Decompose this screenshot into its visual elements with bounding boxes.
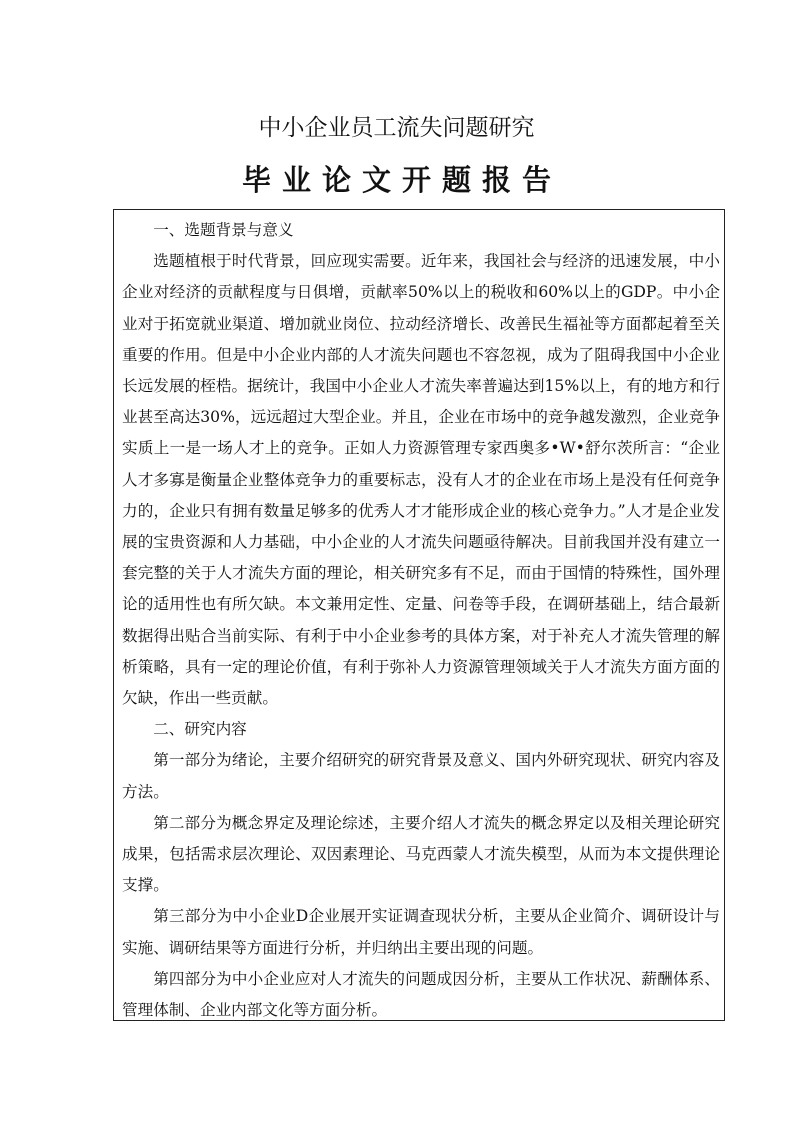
- content-paragraph-part2: 第二部分为概念界定及理论综述，主要介绍人才流失的概念界定以及相关理论研究成果，包括需求层次理论、双因素理论、马克西蒙人才流失模型，从而为本文提供理论支撑。: [122, 813, 720, 895]
- report-body: [122, 215, 720, 1021]
- report-title: 毕业论文开题报告: [241, 163, 562, 197]
- content-paragraph-part1: 第一部分为绪论，主要介绍研究的研究背景及意义、国内外研究现状、研究内容及方法。: [122, 751, 720, 801]
- thesis-subtitle: 中小企业员工流失问题研究: [258, 115, 535, 141]
- report-content-box: [113, 209, 725, 1021]
- section-heading-content: 二、研究内容: [153, 720, 247, 739]
- content-paragraph-part3: 第三部分为中小企业D企业展开实证调查现状分析，主要从企业简介、调研设计与实施、调研结果等方面进行分析，并归纳出主要出现的问题。: [122, 907, 720, 957]
- section-heading-background: 一、选题背景与意义: [153, 221, 294, 239]
- content-paragraph-part4: 第四部分为中小企业应对人才流失的问题成因分析，主要从工作状况、薪酬体系、管理体制、企业内部文化等方面分析。: [122, 969, 720, 1020]
- background-paragraph: 选题植根于时代背景，回应现实需要。近年来，我国社会与经济的迅速发展，中小企业对经济的贡献程度与日俱增，贡献率50%以上的税收和60%以上的GDP。中小企业对于拓宽就业渠道、增加就业岗位、拉动经济增长、改善民生福祉等方面都起着至关重要的作用。但是中小企业内部的人才流失问题也不容忽视，成为了阻碍我国中小企业长远发展的桎梏。据统计，我国中小企业人才流失率普遍达到15%以上，有的地方和行业甚至高达30%，远远超过大型企业。并且，企业在市场中的竞争越发激烈，企业竞争实质上一是一场人才上的竞争。正如人力资源管理专家西奥多•W•舒尔茨所言：“企业人才多寡是衡量企业整体竞争力的重要标志，没有人才的企业在市场上是没有任何竞争力的，企业只有拥有数量足够多的优秀人才才能形成企业的核心竞争力。”人才是企业发展的宝贵资源和人力基础，中小企业的人才流失问题亟待解决。目前我国并没有建立一套完整的关于人才流失方面的理论，相关研究多有不足，而由于国情的特殊性，国外理论的适用性也有所欠缺。本文兼用定性、定量、问卷等手段，在调研基础上，结合最新数据得出贴合当前实际、有利于中小企业参考的具体方案，对于补充人才流失管理的解析策略，具有一定的理论价值，有利于弥补人力资源管理领域关于人才流失方面方面的欠缺，作出一些贡献。: [122, 252, 720, 708]
